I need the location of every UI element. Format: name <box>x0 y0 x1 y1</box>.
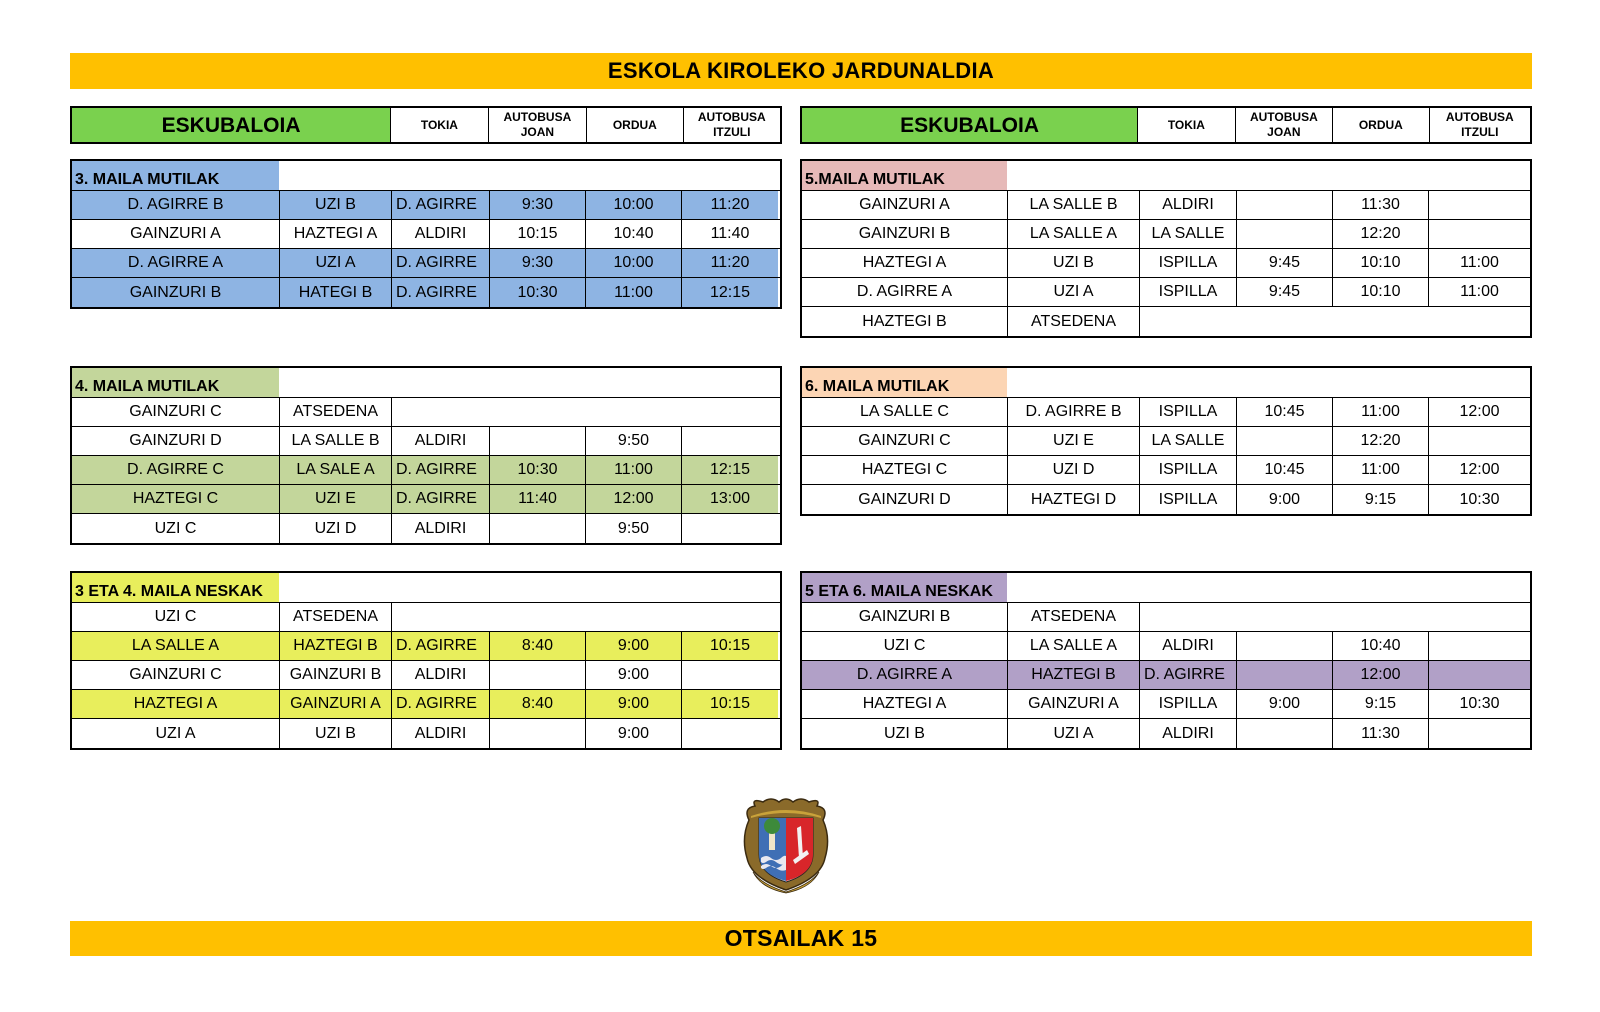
town-coat-of-arms-logo <box>741 798 831 894</box>
empty-cell <box>391 603 778 631</box>
match-time: 10:10 <box>1332 249 1428 277</box>
bus-depart: 10:15 <box>489 220 585 248</box>
match-time: 9:50 <box>585 427 681 455</box>
match-time: 10:40 <box>585 220 681 248</box>
match-row <box>72 690 780 719</box>
match-time: 9:15 <box>1332 690 1428 718</box>
match-row <box>72 514 780 543</box>
away-team: LA SALE A <box>279 456 391 484</box>
match-time: 10:10 <box>1332 278 1428 306</box>
home-team: D. AGIRRE B <box>72 191 279 219</box>
venue: ALDIRI <box>1139 719 1236 748</box>
match-time: 9:00 <box>585 661 681 689</box>
match-time: 11:30 <box>1332 191 1428 219</box>
bus-depart <box>1236 661 1332 689</box>
block-3-maila-mutilak <box>70 159 782 309</box>
sport-header: ESKUBALOIA <box>802 108 1137 142</box>
bus-return: 11:20 <box>681 191 778 219</box>
bus-return <box>1428 220 1530 248</box>
match-row <box>72 278 780 307</box>
column-header: TOKIA <box>1137 108 1234 142</box>
bus-depart: 10:30 <box>489 278 585 307</box>
home-team: D. AGIRRE A <box>72 249 279 277</box>
category-title: 5 ETA 6. MAILA NESKAK <box>802 573 1007 602</box>
match-row <box>72 632 780 661</box>
bus-depart: 9:45 <box>1236 278 1332 306</box>
block-5-eta-6-maila-neskak <box>800 571 1532 750</box>
match-row <box>72 661 780 690</box>
home-team: D. AGIRRE A <box>802 661 1007 689</box>
match-time: 12:00 <box>1332 661 1428 689</box>
bus-return: 12:15 <box>681 456 778 484</box>
match-time: 10:40 <box>1332 632 1428 660</box>
match-row <box>72 191 780 220</box>
bus-return: 10:30 <box>1428 690 1530 718</box>
away-team: GAINZURI A <box>1007 690 1139 718</box>
bus-depart: 8:40 <box>489 632 585 660</box>
match-row <box>802 191 1530 220</box>
home-team: HAZTEGI A <box>862 254 947 271</box>
home-team: GAINZURI A <box>130 225 221 242</box>
home-team: HAZTEGI C <box>72 485 279 513</box>
bus-depart: 10:30 <box>489 456 585 484</box>
block-4-maila-mutilak <box>70 366 782 545</box>
match-time: 9:15 <box>1332 485 1428 514</box>
away-team: HAZTEGI B <box>279 632 391 660</box>
venue: ALDIRI <box>391 220 489 248</box>
home-team: D. AGIRRE C <box>72 456 279 484</box>
bus-depart <box>1236 632 1332 660</box>
venue: ISPILLA <box>1139 485 1236 514</box>
bus-depart <box>1236 191 1332 219</box>
match-row <box>72 427 780 456</box>
bus-return: 10:15 <box>681 690 778 718</box>
home-team: GAINZURI A <box>859 196 950 213</box>
empty-cell <box>1139 307 1530 336</box>
home-team: GAINZURI D <box>858 490 951 508</box>
bus-depart: 9:30 <box>489 191 585 219</box>
block-6-maila-mutilak <box>800 366 1532 516</box>
home-team: LA SALLE C <box>860 403 949 420</box>
rest-label: ATSEDENA <box>279 398 391 426</box>
match-row <box>802 632 1530 661</box>
empty-cell <box>1139 603 1530 631</box>
category-title: 3. MAILA MUTILAK <box>72 161 279 190</box>
home-team: LA SALLE A <box>72 632 279 660</box>
category-title: 5.MAILA MUTILAK <box>802 161 1007 190</box>
column-header: ORDUA <box>586 108 682 142</box>
home-team: GAINZURI C <box>858 432 951 449</box>
column-header: AUTOBUSA ITZULI <box>683 108 780 142</box>
away-team: UZI A <box>1007 719 1139 748</box>
venue: D. AGIRRE <box>391 485 489 513</box>
away-team: HATEGI B <box>279 278 391 307</box>
away-team: HAZTEGI D <box>1007 485 1139 514</box>
match-time: 10:00 <box>585 191 681 219</box>
match-row <box>802 603 1530 632</box>
bus-depart <box>1236 220 1332 248</box>
category-title: 3 ETA 4. MAILA NESKAK <box>72 573 279 602</box>
match-row <box>72 220 780 249</box>
venue: ISPILLA <box>1139 398 1236 426</box>
match-row <box>802 485 1530 514</box>
bus-return <box>1428 191 1530 219</box>
match-time: 11:00 <box>585 456 681 484</box>
column-header: TOKIA <box>390 108 487 142</box>
home-team: UZI C <box>154 608 197 625</box>
match-row <box>72 719 780 748</box>
match-row <box>802 719 1530 748</box>
home-team: HAZTEGI A <box>862 695 947 712</box>
away-team: UZI D <box>1007 456 1139 484</box>
block-3-eta-4-maila-neskak <box>70 571 782 750</box>
bus-return: 11:20 <box>681 249 778 277</box>
match-row <box>802 427 1530 456</box>
home-team: GAINZURI C <box>129 403 222 420</box>
match-time: 9:00 <box>585 719 681 748</box>
bus-depart: 9:00 <box>1236 485 1332 514</box>
match-row <box>802 456 1530 485</box>
away-team: LA SALLE B <box>1007 191 1139 219</box>
bus-return: 13:00 <box>681 485 778 513</box>
bus-depart <box>489 661 585 689</box>
venue: ALDIRI <box>391 661 489 689</box>
home-team: UZI C <box>154 519 197 537</box>
away-team: UZI E <box>1007 427 1139 455</box>
venue: ISPILLA <box>1139 690 1236 718</box>
bus-return <box>1428 427 1530 455</box>
bus-depart: 11:40 <box>489 485 585 513</box>
column-header: AUTOBUSA JOAN <box>488 108 586 142</box>
match-time: 12:20 <box>1332 220 1428 248</box>
venue: LA SALLE <box>1139 427 1236 455</box>
match-time: 9:00 <box>585 690 681 718</box>
bus-return <box>681 719 778 748</box>
rest-label: ATSEDENA <box>1007 603 1139 631</box>
title-banner: ESKOLA KIROLEKO JARDUNALDIA <box>70 53 1532 89</box>
away-team: LA SALLE B <box>279 427 391 455</box>
venue: D. AGIRRE <box>391 456 489 484</box>
table-header-right <box>800 106 1532 144</box>
venue: ISPILLA <box>1139 278 1236 306</box>
away-team: D. AGIRRE B <box>1007 398 1139 426</box>
match-time: 9:00 <box>585 632 681 660</box>
match-time: 11:00 <box>1332 398 1428 426</box>
away-team: HAZTEGI A <box>279 220 391 248</box>
away-team: LA SALLE A <box>1007 632 1139 660</box>
match-row <box>802 220 1530 249</box>
bus-return <box>681 661 778 689</box>
column-header: AUTOBUSA JOAN <box>1235 108 1332 142</box>
block-5-maila-mutilak <box>800 159 1532 338</box>
home-team: UZI B <box>884 724 925 742</box>
bus-depart <box>489 719 585 748</box>
bus-return <box>1428 719 1530 748</box>
bus-depart <box>1236 427 1332 455</box>
category-title: 4. MAILA MUTILAK <box>72 368 279 397</box>
bus-depart: 10:45 <box>1236 456 1332 484</box>
home-team: GAINZURI B <box>858 608 951 625</box>
away-team: UZI B <box>279 719 391 748</box>
bus-depart: 9:45 <box>1236 249 1332 277</box>
bus-return: 11:00 <box>1428 278 1530 306</box>
venue: ISPILLA <box>1139 456 1236 484</box>
home-team: GAINZURI B <box>72 278 279 307</box>
venue: ALDIRI <box>1139 191 1236 219</box>
venue: D. AGIRRE <box>391 191 489 219</box>
away-team: GAINZURI B <box>279 661 391 689</box>
match-row <box>802 249 1530 278</box>
venue: ISPILLA <box>1139 249 1236 277</box>
column-header: AUTOBUSA ITZULI <box>1429 108 1530 142</box>
away-team: GAINZURI A <box>279 690 391 718</box>
match-row <box>72 603 780 632</box>
bus-return <box>1428 632 1530 660</box>
home-team: UZI C <box>883 637 926 654</box>
home-team: UZI A <box>155 724 196 742</box>
home-team: GAINZURI D <box>129 432 222 449</box>
empty-cell <box>391 398 778 426</box>
match-row <box>72 456 780 485</box>
bus-return: 10:15 <box>681 632 778 660</box>
bus-depart: 9:00 <box>1236 690 1332 718</box>
away-team: LA SALLE A <box>1007 220 1139 248</box>
away-team: UZI A <box>1007 278 1139 306</box>
bus-return: 11:40 <box>681 220 778 248</box>
match-time: 11:00 <box>1332 456 1428 484</box>
match-row <box>802 307 1530 336</box>
sport-header: ESKUBALOIA <box>72 108 390 142</box>
home-team: HAZTEGI A <box>72 690 279 718</box>
venue: D. AGIRRE <box>1139 661 1236 689</box>
venue: D. AGIRRE <box>391 249 489 277</box>
bus-depart: 8:40 <box>489 690 585 718</box>
match-row <box>72 485 780 514</box>
bus-return <box>681 514 778 543</box>
away-team: UZI B <box>279 191 391 219</box>
venue: ALDIRI <box>391 514 489 543</box>
bus-depart: 10:45 <box>1236 398 1332 426</box>
away-team: HAZTEGI B <box>1007 661 1139 689</box>
match-row <box>72 249 780 278</box>
bus-return <box>1428 661 1530 689</box>
venue: D. AGIRRE <box>391 690 489 718</box>
match-row <box>802 661 1530 690</box>
bus-return: 11:00 <box>1428 249 1530 277</box>
venue: ALDIRI <box>391 719 489 748</box>
home-team: GAINZURI C <box>129 666 222 683</box>
column-header: ORDUA <box>1332 108 1428 142</box>
home-team: D. AGIRRE A <box>856 283 953 300</box>
bus-depart: 9:30 <box>489 249 585 277</box>
bus-return: 10:30 <box>1428 485 1530 514</box>
bus-return: 12:00 <box>1428 456 1530 484</box>
rest-label: ATSEDENA <box>279 603 391 631</box>
match-time: 11:00 <box>585 278 681 307</box>
rest-label: ATSEDENA <box>1007 307 1139 336</box>
home-team: GAINZURI B <box>858 225 951 242</box>
home-team: HAZTEGI B <box>862 312 947 330</box>
bus-return <box>681 427 778 455</box>
venue: ALDIRI <box>1139 632 1236 660</box>
venue: LA SALLE <box>1139 220 1236 248</box>
date-banner: OTSAILAK 15 <box>70 921 1532 956</box>
away-team: UZI B <box>1007 249 1139 277</box>
venue: D. AGIRRE <box>391 632 489 660</box>
venue: ALDIRI <box>391 427 489 455</box>
away-team: UZI E <box>279 485 391 513</box>
category-title: 6. MAILA MUTILAK <box>802 368 1007 397</box>
away-team: UZI A <box>279 249 391 277</box>
bus-return: 12:15 <box>681 278 778 307</box>
match-row <box>802 278 1530 307</box>
table-header-left <box>70 106 782 144</box>
bus-depart <box>1236 719 1332 748</box>
away-team: UZI D <box>279 514 391 543</box>
match-row <box>802 690 1530 719</box>
bus-depart <box>489 427 585 455</box>
match-time: 12:00 <box>585 485 681 513</box>
match-time: 11:30 <box>1332 719 1428 748</box>
match-row <box>72 398 780 427</box>
venue: D. AGIRRE <box>391 278 489 307</box>
match-time: 12:20 <box>1332 427 1428 455</box>
bus-return: 12:00 <box>1428 398 1530 426</box>
match-row <box>802 398 1530 427</box>
match-time: 9:50 <box>585 514 681 543</box>
match-time: 10:00 <box>585 249 681 277</box>
bus-depart <box>489 514 585 543</box>
home-team: HAZTEGI C <box>861 461 948 478</box>
